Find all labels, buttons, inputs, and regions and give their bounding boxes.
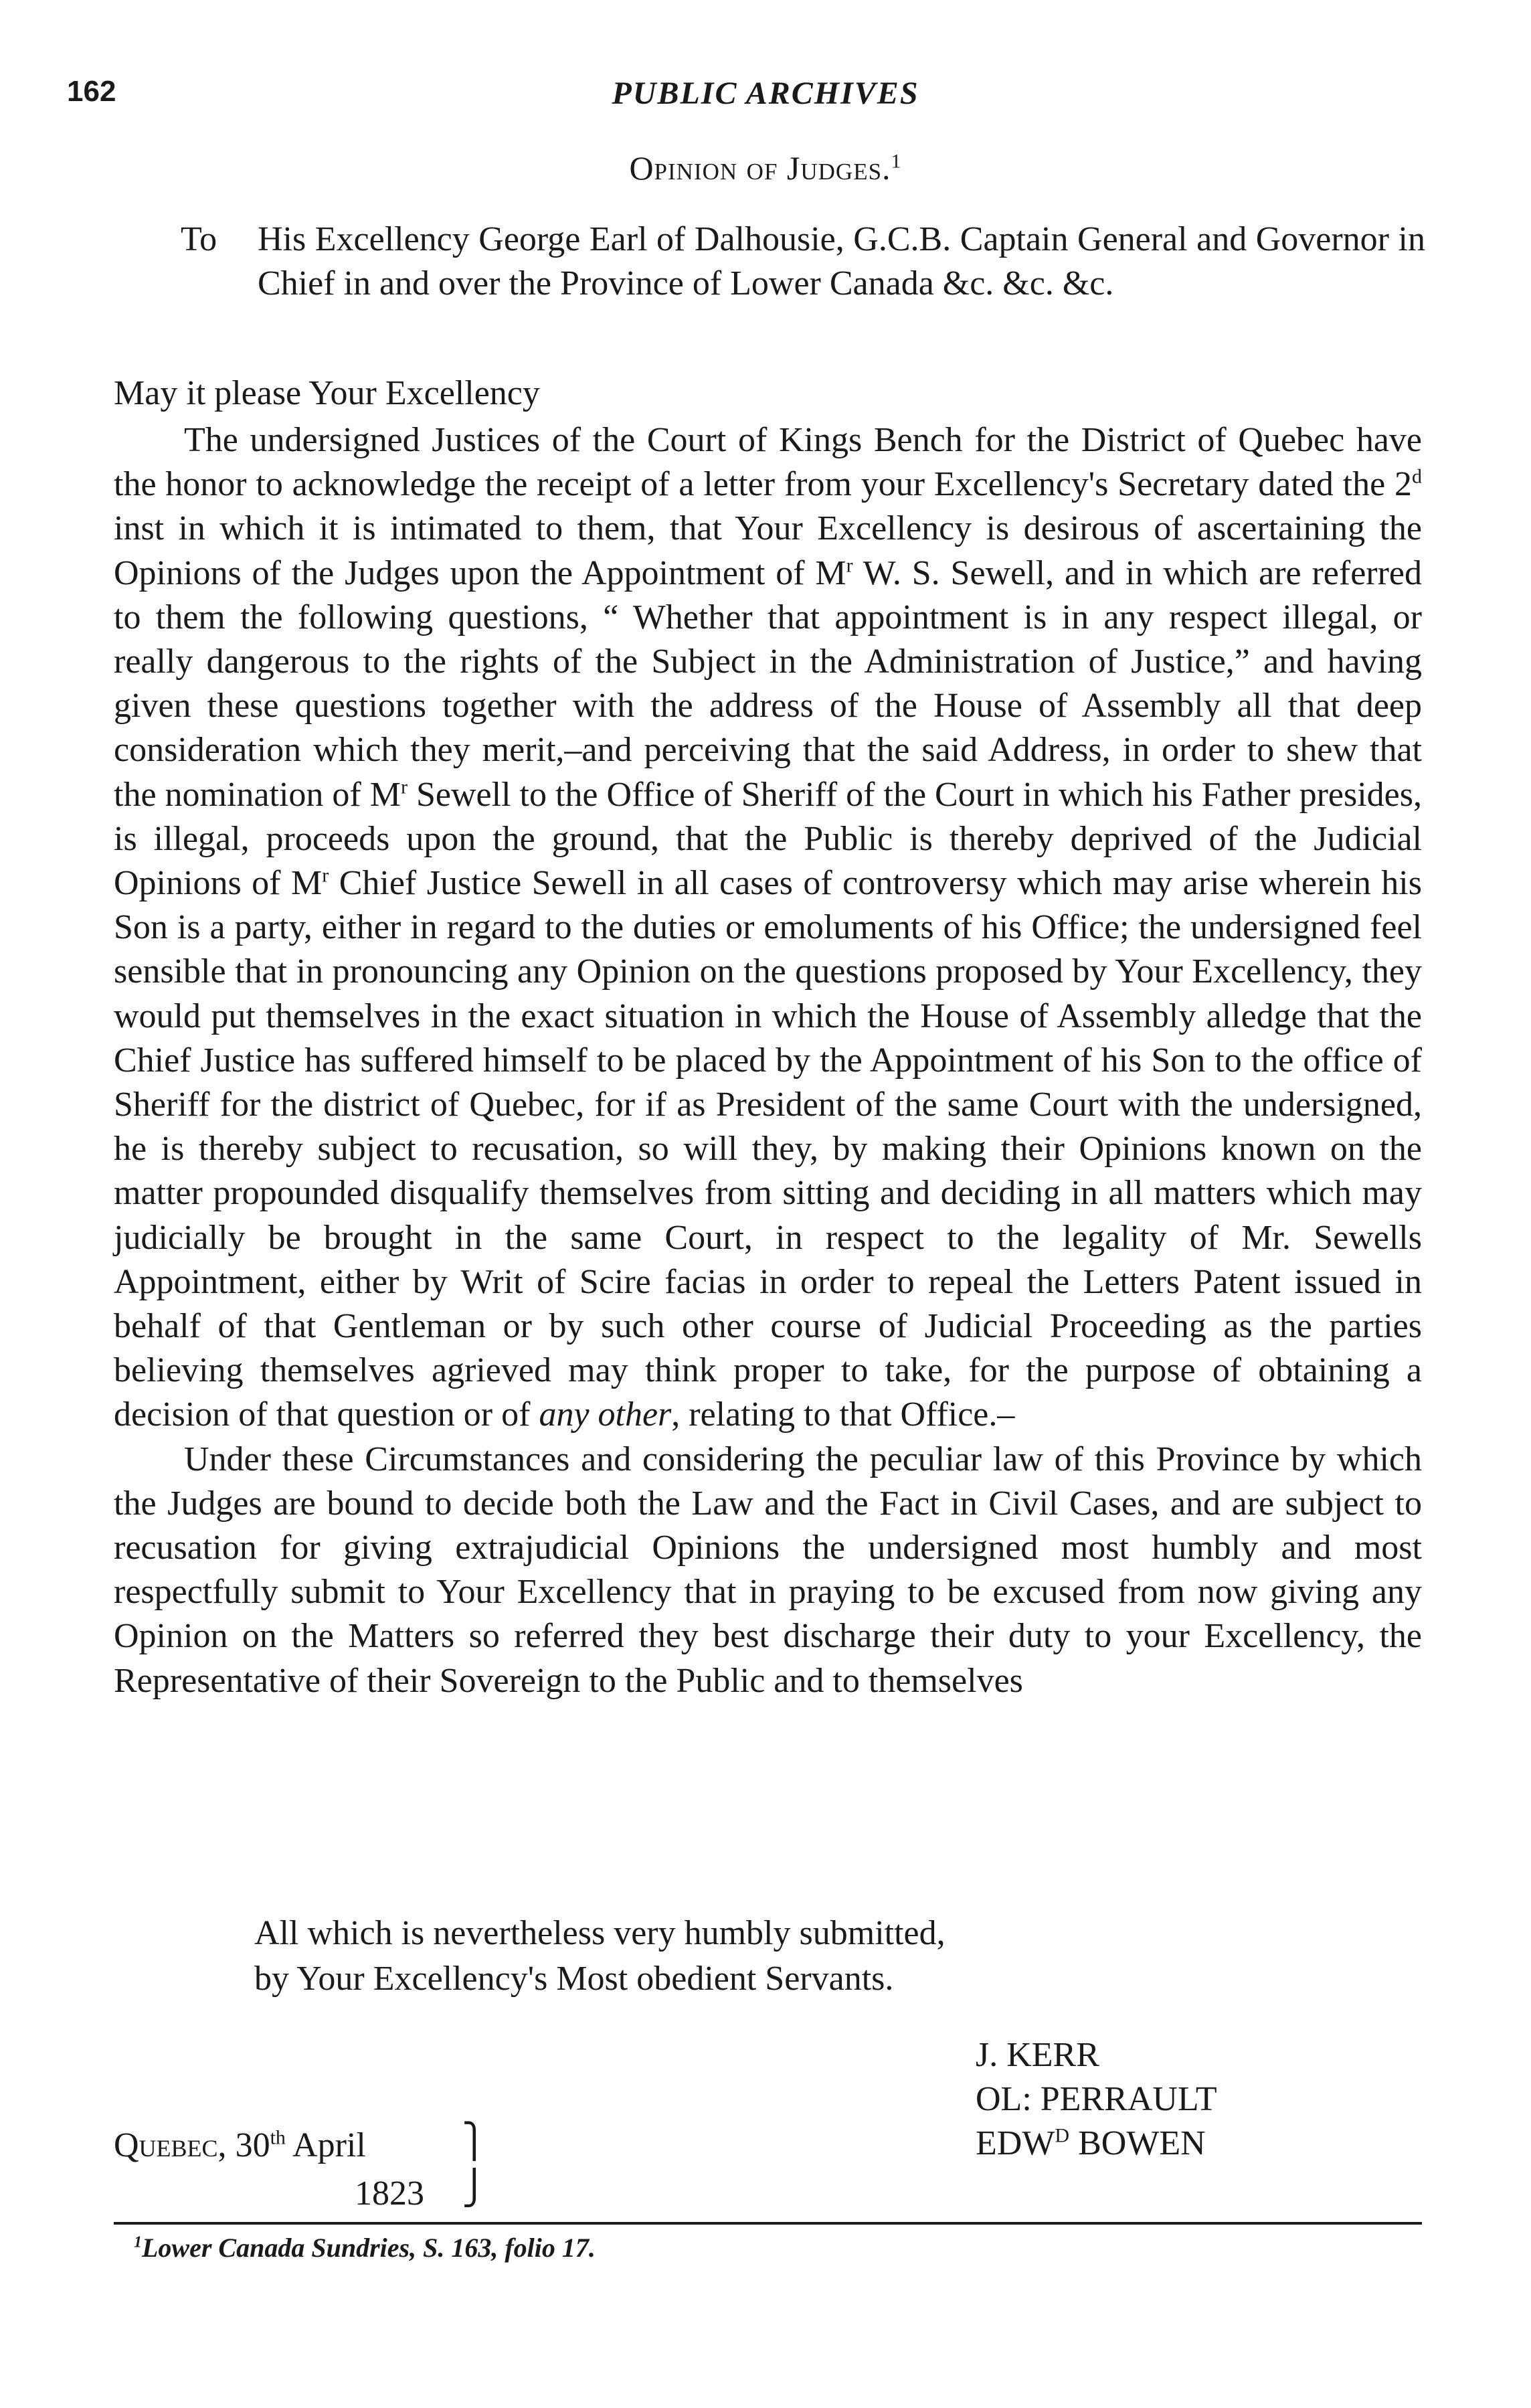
- paragraph-2: Under these Circumstances and considering the peculiar law of this Province by which the Judges are bound to decide both the Law and the Fact in Civil Cases, and are subject to recusation for giving extrajudicial Opinions the undersigned most humbly and most respectfully submit to Your Excellency that in praying to be excused from now giving any Opinion on the Matters so referred they best discharge their duty to your Excellency, the Representative of their Sovereign to the Public and to themselves: [114, 1440, 1422, 1700]
- paragraph-1: [114, 418, 1422, 1438]
- p1-italic: any other: [539, 1395, 672, 1434]
- sig3-sup: D: [1055, 2124, 1070, 2147]
- p1-text-5: Chief Justice Sewell in all cases of controversy which may arise wherein his Son is a party, either in regard to the duties or emoluments of his Office; the undersigned feel sensible that in pronouncing any Opinion on the questions proposed by Your Excellency, they would put themselves in the exact situation in which the House of Assembly alledge that the Chief Justice has suffered himself to be placed by the Appointment of his Son to the office of Sheriff for the district of Quebec, for if as President of the same Court with the undersigned, he is thereby subject to recusation, so will they, by making their Opinions known on the matter propounded disqualify themselves from sitting and deciding in all matters which may judicially be brought in the same Court, in respect to the legality of Mr. Sewells Appointment, either by Writ of Scire facias in order to repeal the Letters Patent issued in behalf of that Gentleman or by such other course of Judicial Proceeding as the parties believing themselves agrieved may think proper to take, for the purpose of obtaining a decision of that question or of: [114, 864, 1422, 1434]
- signature-bowen: [976, 2122, 1217, 2166]
- footnote-text: Lower Canada Sundries, S. 163, folio 17.: [142, 2233, 596, 2263]
- signature-kerr: J. KERR: [976, 2036, 1099, 2074]
- letter-body: [114, 418, 1422, 1703]
- dateline: [114, 2122, 424, 2218]
- p1-text-2: inst in which it is intimated to them, that Your Excellency is desirous of ascertaining the Opinions of the Judges upon the Appointment of M: [114, 509, 1422, 592]
- running-head: PUBLIC ARCHIVES: [612, 76, 919, 111]
- p1-sup-2: r: [846, 554, 853, 577]
- closing-line-2: by Your Excellency's Most obedient Servants.: [254, 1960, 894, 1998]
- dateline-day: 30: [235, 2126, 270, 2164]
- p1-sup-4: r: [322, 864, 329, 887]
- address-to: To: [181, 220, 217, 258]
- signature-block: [976, 2033, 1217, 2166]
- salutation: May it please Your Excellency: [114, 374, 540, 412]
- closing-block: [254, 1911, 945, 2002]
- closing-line-1: All which is nevertheless very humbly submitted,: [254, 1914, 945, 1952]
- p1-sup-3: r: [400, 776, 408, 798]
- dateline-line-1: [114, 2122, 424, 2170]
- p1-text-6: , relating to that Office.–: [671, 1395, 1015, 1434]
- footnote-mark: 1: [134, 2233, 142, 2251]
- brace-bottom-glyph: ⎭: [462, 2169, 487, 2207]
- p1-text-1: The undersigned Justices of the Court of Kings Bench for the District of Quebec have the honor to acknowledge the receipt of a letter from your Excellency's Secretary dated the 2: [114, 421, 1422, 504]
- dateline-line-2: [114, 2170, 424, 2218]
- dateline-day-sup: th: [270, 2126, 286, 2149]
- dateline-place: Quebec,: [114, 2126, 227, 2164]
- address-block: [181, 218, 1425, 306]
- p1-text-4: Sewell to the Office of Sheriff of the Court in which his Father presides, is illegal, proceeds upon the ground, that the Public is thereby deprived of the Judicial Opinions of M: [114, 775, 1422, 903]
- dateline-year: 1823: [355, 2174, 424, 2213]
- brace-top-glyph: ⎫: [462, 2122, 487, 2160]
- footnote-rule: [114, 2222, 1422, 2225]
- sig3-a: EDW: [976, 2124, 1055, 2162]
- sig3-b: BOWEN: [1069, 2124, 1206, 2162]
- title-text: Opinion of Judges.: [629, 149, 891, 187]
- p1-sup-1: d: [1412, 465, 1422, 488]
- footnote: [134, 2232, 596, 2263]
- page-header: [0, 75, 1531, 115]
- document-title: [0, 149, 1531, 187]
- p1-text-3: W. S. Sewell, and in which are referred to them the following questions, “ Whether that appointment is in any respect illegal, or really dangerous to the rights of the Subject in the Administration of Justice,” and having given these questions together with the address of the House of Assembly all that deep consideration which they merit,–and perceiving that the said Address, in order to shew that the nomination of M: [114, 553, 1422, 814]
- address-body: His Excellency George Earl of Dalhousie, G.C.B. Captain General and Governor in Chief in and over the Province of Lower Canada &c. &c. &c.: [258, 220, 1425, 303]
- dateline-month: April: [292, 2126, 366, 2164]
- page-number: 162: [67, 75, 116, 108]
- signature-perrault: OL: PERRAULT: [976, 2080, 1217, 2118]
- title-footnote-mark: 1: [891, 150, 902, 173]
